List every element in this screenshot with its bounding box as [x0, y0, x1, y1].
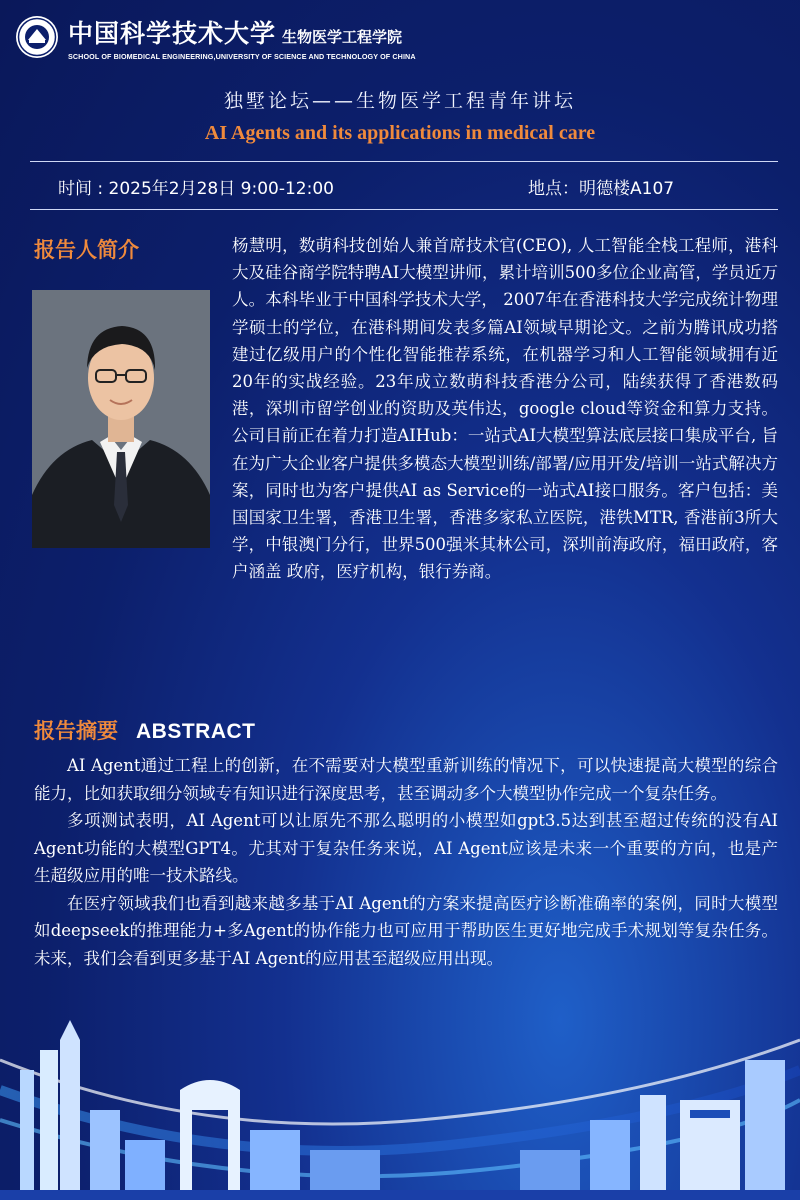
abstract-title-en: ABSTRACT — [136, 720, 256, 743]
divider-bottom — [30, 209, 778, 210]
header — [14, 12, 416, 62]
speaker-bio: 杨慧明，数萌科技创始人兼首席技术官(CEO), 人工智能全栈工程师，港科大及硅谷商学院特聘AI大模型讲师，累计培训500多位企业高管，学员近万人。本科毕业于中国科学技术大学， 2007年在香港科技大学完成统计物理学硕士的学位，在港科期间发表多篇AI领域早期论文。之前为腾讯成功搭建过亿级用户的个性化智能推荐系统，在机器学习和人工智能领域拥有近20年的实战经验。23年成立数萌科技香港分公司，陆续获得了香港数码港，深圳市留学创业的资助及英伟达，google cloud等资金和算力支持。公司目前正在着力打造AIHub：一站式AI大模型算法底层接口集成平台, 旨在为广大企业客户提供多模态大模型训练/部署/应用开发/培训一站式解决方案，同时也为客户提供AI as Service的一站式AI接口服务。客户包括：美国国家卫生署，香港卫生署，香港多家私立医院，港铁MTR, 香港前3所大学，中银澳门分行，世界500强米其林公司，深圳前海政府，福田政府，客户涵盖 政府，医疗机构，银行券商。 — [232, 236, 778, 582]
divider-top — [30, 161, 778, 162]
forum-title: 独墅论坛——生物医学工程青年讲坛 — [223, 90, 576, 112]
speaker-photo — [32, 290, 210, 548]
school-name: 生物医学工程学院 — [282, 27, 403, 46]
talk-topic: AI Agents and its applications in medical care — [204, 122, 596, 144]
abstract-body — [34, 752, 778, 972]
city-skyline-illustration — [0, 1000, 800, 1200]
abstract-section-title — [34, 715, 256, 745]
event-time: 时间 : 2025年2月28日 9:00-12:00 — [58, 179, 334, 199]
school-name-en: SCHOOL OF BIOMEDICAL ENGINEERING,UNIVERSITY OF SCIENCE AND TECHNOLOGY OF CHINA — [68, 51, 416, 61]
speaker-section-title: 报告人简介 — [34, 238, 139, 262]
abstract-title-cn: 报告摘要 — [34, 719, 118, 743]
abstract-paragraph: AI Agent通过工程上的创新，在不需要对大模型重新训练的情况下，可以快速提高大模型的综合能力，比如获取细分领域专有知识进行深度思考，甚至调动多个大模型协作完成一个复杂任务。 — [34, 756, 778, 803]
abstract-paragraph: 多项测试表明，AI Agent可以让原先不那么聪明的小模型如gpt3.5达到甚至超过传统的没有AI Agent功能的大模型GPT4。尤其对于复杂任务来说，AI Agent应该是未来一个重要的方向，也是产生超级应用的唯一技术路线。 — [34, 811, 778, 885]
abstract-paragraph: 在医疗领域我们也看到越来越多基于AI Agent的方案来提高医疗诊断准确率的案例，同时大模型如deepseek的推理能力+多Agent的协作能力也可应用于帮助医生更好地完成手术规划等复杂任务。未来，我们会看到更多基于AI Agent的应用甚至超级应用出现。 — [34, 893, 778, 968]
university-name: 中国科学技术大学 — [68, 18, 277, 48]
university-emblem-icon — [14, 14, 60, 60]
event-place: 地点：明德楼A107 — [528, 179, 675, 199]
